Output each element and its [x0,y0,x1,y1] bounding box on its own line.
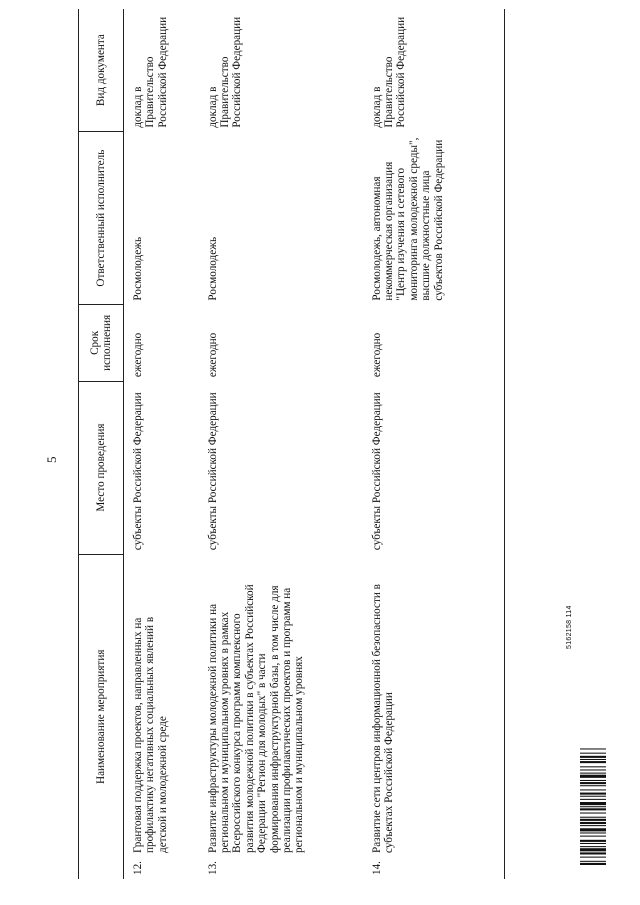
row-name-cell [363,554,505,879]
header-doc-type: Вид документа [79,9,124,132]
header-term: Срок исполнения [79,305,124,382]
row-name-cell [199,554,363,879]
barcode-image [580,665,606,865]
table-row [124,9,199,879]
row-doc-type: доклад в Правительство Российской Федерации [363,9,505,132]
row-name: Грантовая поддержка проектов, направленных на профилактику негативных социальных явлений в детской и молодежной среде [132,616,169,853]
header-name: Наименование мероприятия [79,554,124,879]
row-name-cell [124,554,199,879]
barcode-number: 5162158 114 [566,605,573,649]
row-executor: Росмолодежь [206,236,219,301]
row-place: субъекты Российской Федерации [132,392,144,551]
events-table [78,9,505,879]
row-term: ежегодно [363,305,505,382]
table-row [363,9,505,879]
row-doc-type: доклад в Правительство Российской Федерации [132,16,169,128]
row-term: ежегодно [132,332,144,378]
row-executor: Росмолодежь [132,236,144,301]
row-executor: Росмолодежь, автономная некоммерческая организация "Центр изучения и сетевого мониторинга молодежной среды", высшие должностные лица субъектов Российской Федерации [363,132,505,305]
row-place: субъекты Российской Федерации [363,381,505,554]
row-number: 13. [206,861,219,875]
row-name: Развитие сети центров информационной безопасности в субъектах Российской Федерации [370,584,395,853]
table-row [199,9,363,879]
header-place: Место проведения [79,381,124,554]
row-doc-type: доклад в Правительство Российской Федерации [206,16,244,128]
row-number: 12. [132,861,144,875]
row-place: субъекты Российской Федерации [206,392,219,551]
row-term: ежегодно [206,332,219,378]
row-name: Развитие инфраструктуры молодежной политики на региональном и муниципальном уровнях в рамках Всероссийского конкурса программ комплексного развития молодежной политики в субъектах Российской Федерации "Регион для молодых" в части формирования инфраструктурной базы, в том числе для реализации профилактических проектов и программ на региональном и муниципальном уровнях [206,584,306,853]
table-header-row [79,9,124,879]
page-number: 5 [44,456,59,463]
row-number: 14. [370,861,383,875]
header-executor: Ответственный исполнитель [79,132,124,305]
